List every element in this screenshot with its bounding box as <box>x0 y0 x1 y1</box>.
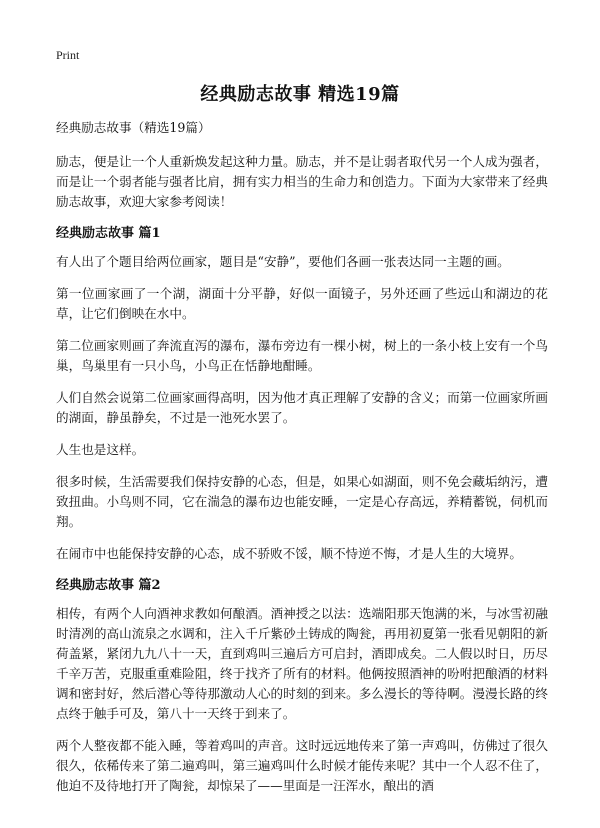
paragraph: 人生也是这样。 <box>56 442 145 457</box>
paragraph: 在闹市中也能保持安静的心态，成不骄败不馁，顺不恃逆不悔，才是人生的大境界。 <box>56 546 522 561</box>
paragraph: 第二位画家则画了奔流直泻的瀑布，瀑布旁边有一棵小树，树上的一条小枝上安有一个鸟巢，鸟巢里有一只小鸟，小鸟正在恬静地酣睡。 <box>56 338 548 373</box>
paragraph: 有人出了个题目给两位画家，题目是“安静”，要他们各画一张表达同一主题的画。 <box>56 254 510 269</box>
intro-paragraph: 励志，便是让一个人重新焕发起这种力量。励志，并不是让弱者取代另一个人成为强者，而是让一个弱者能与强者比肩，拥有实力相当的生命力和创造力。下面为大家带来了经典励志故事，欢迎大家参考阅读！ <box>56 154 548 209</box>
article-subtitle: 经典励志故事（精选19篇） <box>56 120 211 135</box>
paragraph: 很多时候，生活需要我们保持安静的心态，但是，如果心如湖面，则不免会藏垢纳污，遭致扭曲。小鸟则不同，它在湍急的瀑布边也能安睡，一定是心存高远，养精蓄锐，伺机而翔。 <box>56 474 548 529</box>
article-body <box>56 118 548 808</box>
print-link[interactable]: Print <box>56 48 80 62</box>
paragraph: 两个人整夜都不能入睡，等着鸡叫的声音。这时远远地传来了第一声鸡叫，仿佛过了很久很久，依稀传来了第二遍鸡叫，第三遍鸡叫什么时候才能传来呢？其中一个人忍不住了，他迫不及待地打开了陶瓮，却惊呆了——里面是一汪浑水，酿出的酒 <box>56 738 548 793</box>
section-heading-1: 经典励志故事 篇1 <box>56 226 161 241</box>
paragraph: 人们自然会说第二位画家画得高明，因为他才真正理解了安静的含义；而第一位画家所画的湖面，静虽静矣，不过是一池死水罢了。 <box>56 390 548 425</box>
page-title: 经典励志故事 精选19篇 <box>200 84 400 105</box>
section-heading-2: 经典励志故事 篇2 <box>56 578 161 593</box>
paragraph: 第一位画家画了一个湖，湖面十分平静，好似一面镜子，另外还画了些远山和湖边的花草，让它们倒映在水中。 <box>56 286 548 321</box>
paragraph: 相传，有两个人向酒神求教如何酿酒。酒神授之以法：选端阳那天饱满的米，与冰雪初融时清冽的高山流泉之水调和，注入千斤紫砂土铸成的陶瓮，再用初夏第一张看见朝阳的新荷盖紧，紧闭九九八十一天，直到鸡叫三遍后方可启封，酒即成矣。二人假以时日，历尽千辛万苦，克服重重难险阻，终于找齐了所有的材料。他俩按照酒神的吩咐把酿酒的材料调和密封好，然后潜心等待那激动人心的时刻的到来。多么漫长的等待啊。漫漫长路的终点终于触手可及，第八十一天终于到来了。 <box>56 606 548 721</box>
